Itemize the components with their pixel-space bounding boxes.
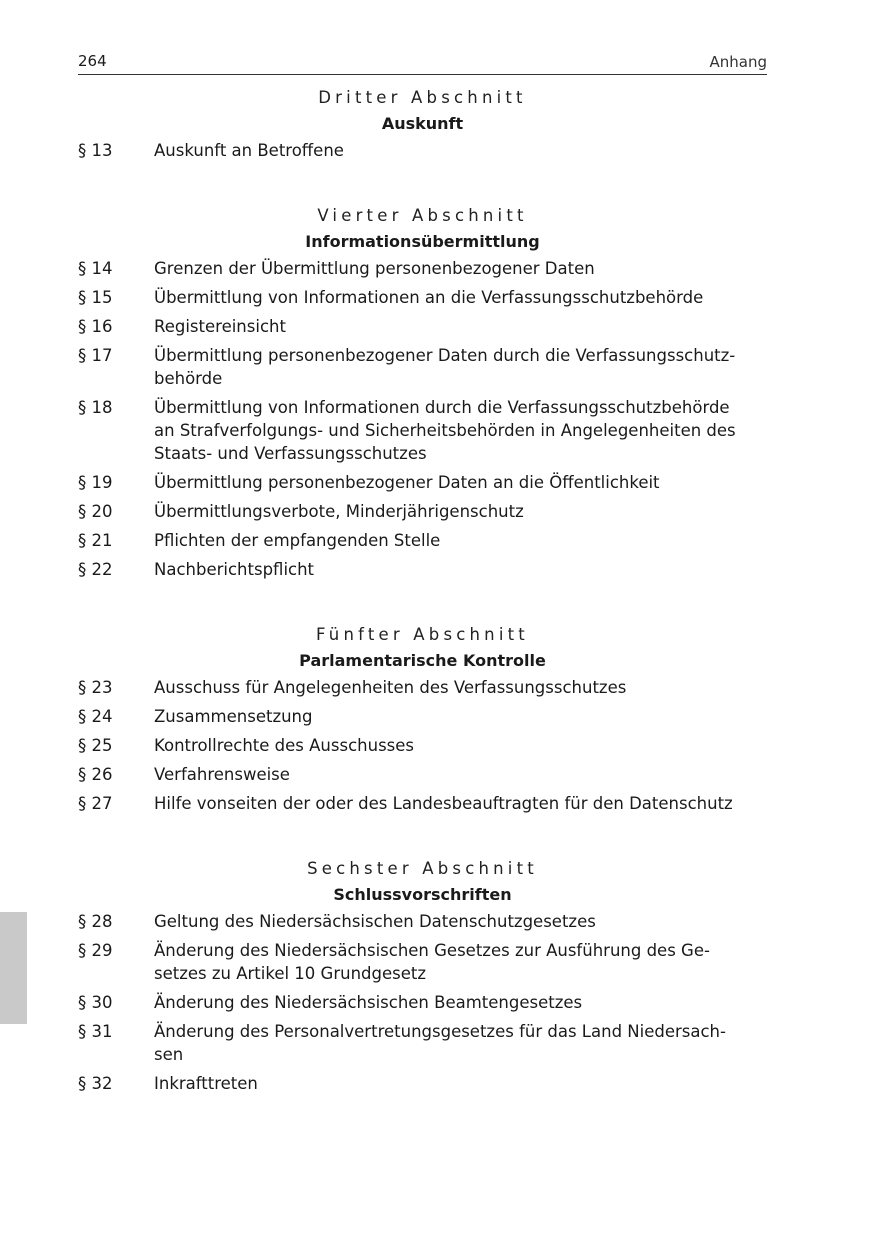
paragraph-title — [154, 939, 768, 985]
paragraph-title — [154, 763, 768, 786]
toc-entry — [78, 734, 778, 757]
paragraph-title — [154, 734, 768, 757]
section-label: Sechster Abschnitt — [307, 859, 538, 878]
paragraph-number: § 29 — [78, 941, 113, 960]
paragraph-title — [154, 991, 768, 1014]
paragraph-title-line: Staats- und Verfassungsschutzes — [154, 444, 427, 463]
paragraph-number: § 31 — [78, 1022, 113, 1041]
paragraph-number: § 26 — [78, 765, 113, 784]
toc-entry — [78, 396, 778, 465]
toc-entry — [78, 139, 778, 162]
paragraph-title — [154, 257, 768, 280]
toc-entry — [78, 286, 778, 309]
paragraph-number: § 20 — [78, 502, 113, 521]
toc-entry — [78, 344, 778, 390]
section — [78, 623, 778, 815]
toc-entry — [78, 991, 778, 1014]
paragraph-number: § 14 — [78, 259, 113, 278]
paragraph-title — [154, 529, 768, 552]
paragraph-number: § 25 — [78, 736, 113, 755]
paragraph-title-line: Übermittlung personenbezogener Daten durch die Verfassungsschutz- — [154, 346, 736, 365]
paragraph-number: § 32 — [78, 1074, 113, 1093]
paragraph-title-line: Änderung des Personalvertretungsgesetzes für das Land Niedersach- — [154, 1022, 726, 1041]
paragraph-number: § 16 — [78, 317, 113, 336]
paragraph-title — [154, 705, 768, 728]
paragraph-title-line: Übermittlung personenbezogener Daten an die Öffentlichkeit — [154, 473, 660, 492]
paragraph-title — [154, 676, 768, 699]
paragraph-title — [154, 344, 768, 390]
paragraph-title — [154, 500, 768, 523]
toc-entry — [78, 763, 778, 786]
paragraph-title-line: Änderung des Niedersächsischen Gesetzes zur Ausführung des Ge- — [154, 941, 710, 960]
paragraph-title-line: setzes zu Artikel 10 Grundgesetz — [154, 964, 427, 983]
paragraph-title-line: Inkrafttreten — [154, 1074, 258, 1093]
paragraph-number: § 28 — [78, 912, 113, 931]
paragraph-number: § 13 — [78, 141, 113, 160]
paragraph-title-line: an Strafverfolgungs- und Sicherheitsbehörden in Angelegenheiten des — [154, 421, 736, 440]
toc-entry — [78, 257, 778, 280]
paragraph-number: § 22 — [78, 560, 113, 579]
toc-entry — [78, 910, 778, 933]
paragraph-number: § 19 — [78, 473, 113, 492]
toc-entry — [78, 529, 778, 552]
paragraph-number: § 27 — [78, 794, 113, 813]
paragraph-title-line: Übermittlung von Informationen durch die Verfassungsschutzbehörde — [154, 398, 730, 417]
paragraph-number: § 15 — [78, 288, 113, 307]
paragraph-title-line: Hilfe vonseiten der oder des Landesbeauftragten für den Datenschutz — [154, 794, 733, 813]
paragraph-title — [154, 396, 768, 465]
paragraph-title-line: sen — [154, 1045, 184, 1064]
paragraph-title — [154, 286, 768, 309]
paragraph-title-line: behörde — [154, 369, 223, 388]
paragraph-title — [154, 558, 768, 581]
paragraph-title-line: Übermittlung von Informationen an die Verfassungsschutzbehörde — [154, 288, 704, 307]
paragraph-number: § 23 — [78, 678, 113, 697]
toc-entry — [78, 705, 778, 728]
section-title: Informationsübermittlung — [305, 232, 540, 251]
paragraph-title — [154, 139, 768, 162]
running-head: Anhang — [709, 53, 767, 71]
paragraph-title-line: Geltung des Niedersächsischen Datenschutzgesetzes — [154, 912, 596, 931]
paragraph-number: § 30 — [78, 993, 113, 1012]
section-label: Dritter Abschnitt — [318, 88, 527, 107]
toc-entry — [78, 792, 778, 815]
paragraph-title-line: Nachberichtspflicht — [154, 560, 315, 579]
paragraph-title-line: Übermittlungsverbote, Minderjährigenschutz — [154, 502, 524, 521]
toc-entry — [78, 1020, 778, 1066]
paragraph-title — [154, 471, 768, 494]
toc-entry — [78, 558, 778, 581]
paragraph-title-line: Registereinsicht — [154, 317, 286, 336]
page-number: 264 — [78, 52, 107, 70]
section — [78, 857, 778, 1095]
paragraph-title — [154, 1072, 768, 1095]
toc-entry — [78, 1072, 778, 1095]
paragraph-title-line: Kontrollrechte des Ausschusses — [154, 736, 415, 755]
section-title: Parlamentarische Kontrolle — [299, 651, 546, 670]
paragraph-title-line: Auskunft an Betroffene — [154, 141, 344, 160]
paragraph-number: § 17 — [78, 346, 113, 365]
section-title: Schlussvorschriften — [333, 885, 512, 904]
paragraph-number: § 18 — [78, 398, 113, 417]
paragraph-number: § 24 — [78, 707, 113, 726]
toc-entry — [78, 471, 778, 494]
toc-entry — [78, 500, 778, 523]
paragraph-title-line: Pflichten der empfangenden Stelle — [154, 531, 441, 550]
page-header — [78, 50, 767, 75]
section-label: Vierter Abschnitt — [317, 206, 528, 225]
paragraph-number: § 21 — [78, 531, 113, 550]
section-label: Fünfter Abschnitt — [316, 625, 529, 644]
paragraph-title — [154, 1020, 768, 1066]
toc-entry — [78, 315, 778, 338]
paragraph-title-line: Verfahrensweise — [154, 765, 290, 784]
toc-entry — [78, 676, 778, 699]
paragraph-title-line: Ausschuss für Angelegenheiten des Verfassungsschutzes — [154, 678, 627, 697]
paragraph-title — [154, 315, 768, 338]
toc-entry — [78, 939, 778, 985]
paragraph-title — [154, 792, 768, 815]
table-of-contents — [78, 86, 778, 1137]
paragraph-title-line: Zusammensetzung — [154, 707, 313, 726]
paragraph-title-line: Grenzen der Übermittlung personenbezogener Daten — [154, 259, 595, 278]
paragraph-title-line: Änderung des Niedersächsischen Beamtengesetzes — [154, 993, 583, 1012]
section-title: Auskunft — [381, 114, 464, 133]
section — [78, 204, 778, 581]
section — [78, 86, 778, 162]
thumb-index-tab — [0, 912, 27, 1024]
paragraph-title — [154, 910, 768, 933]
